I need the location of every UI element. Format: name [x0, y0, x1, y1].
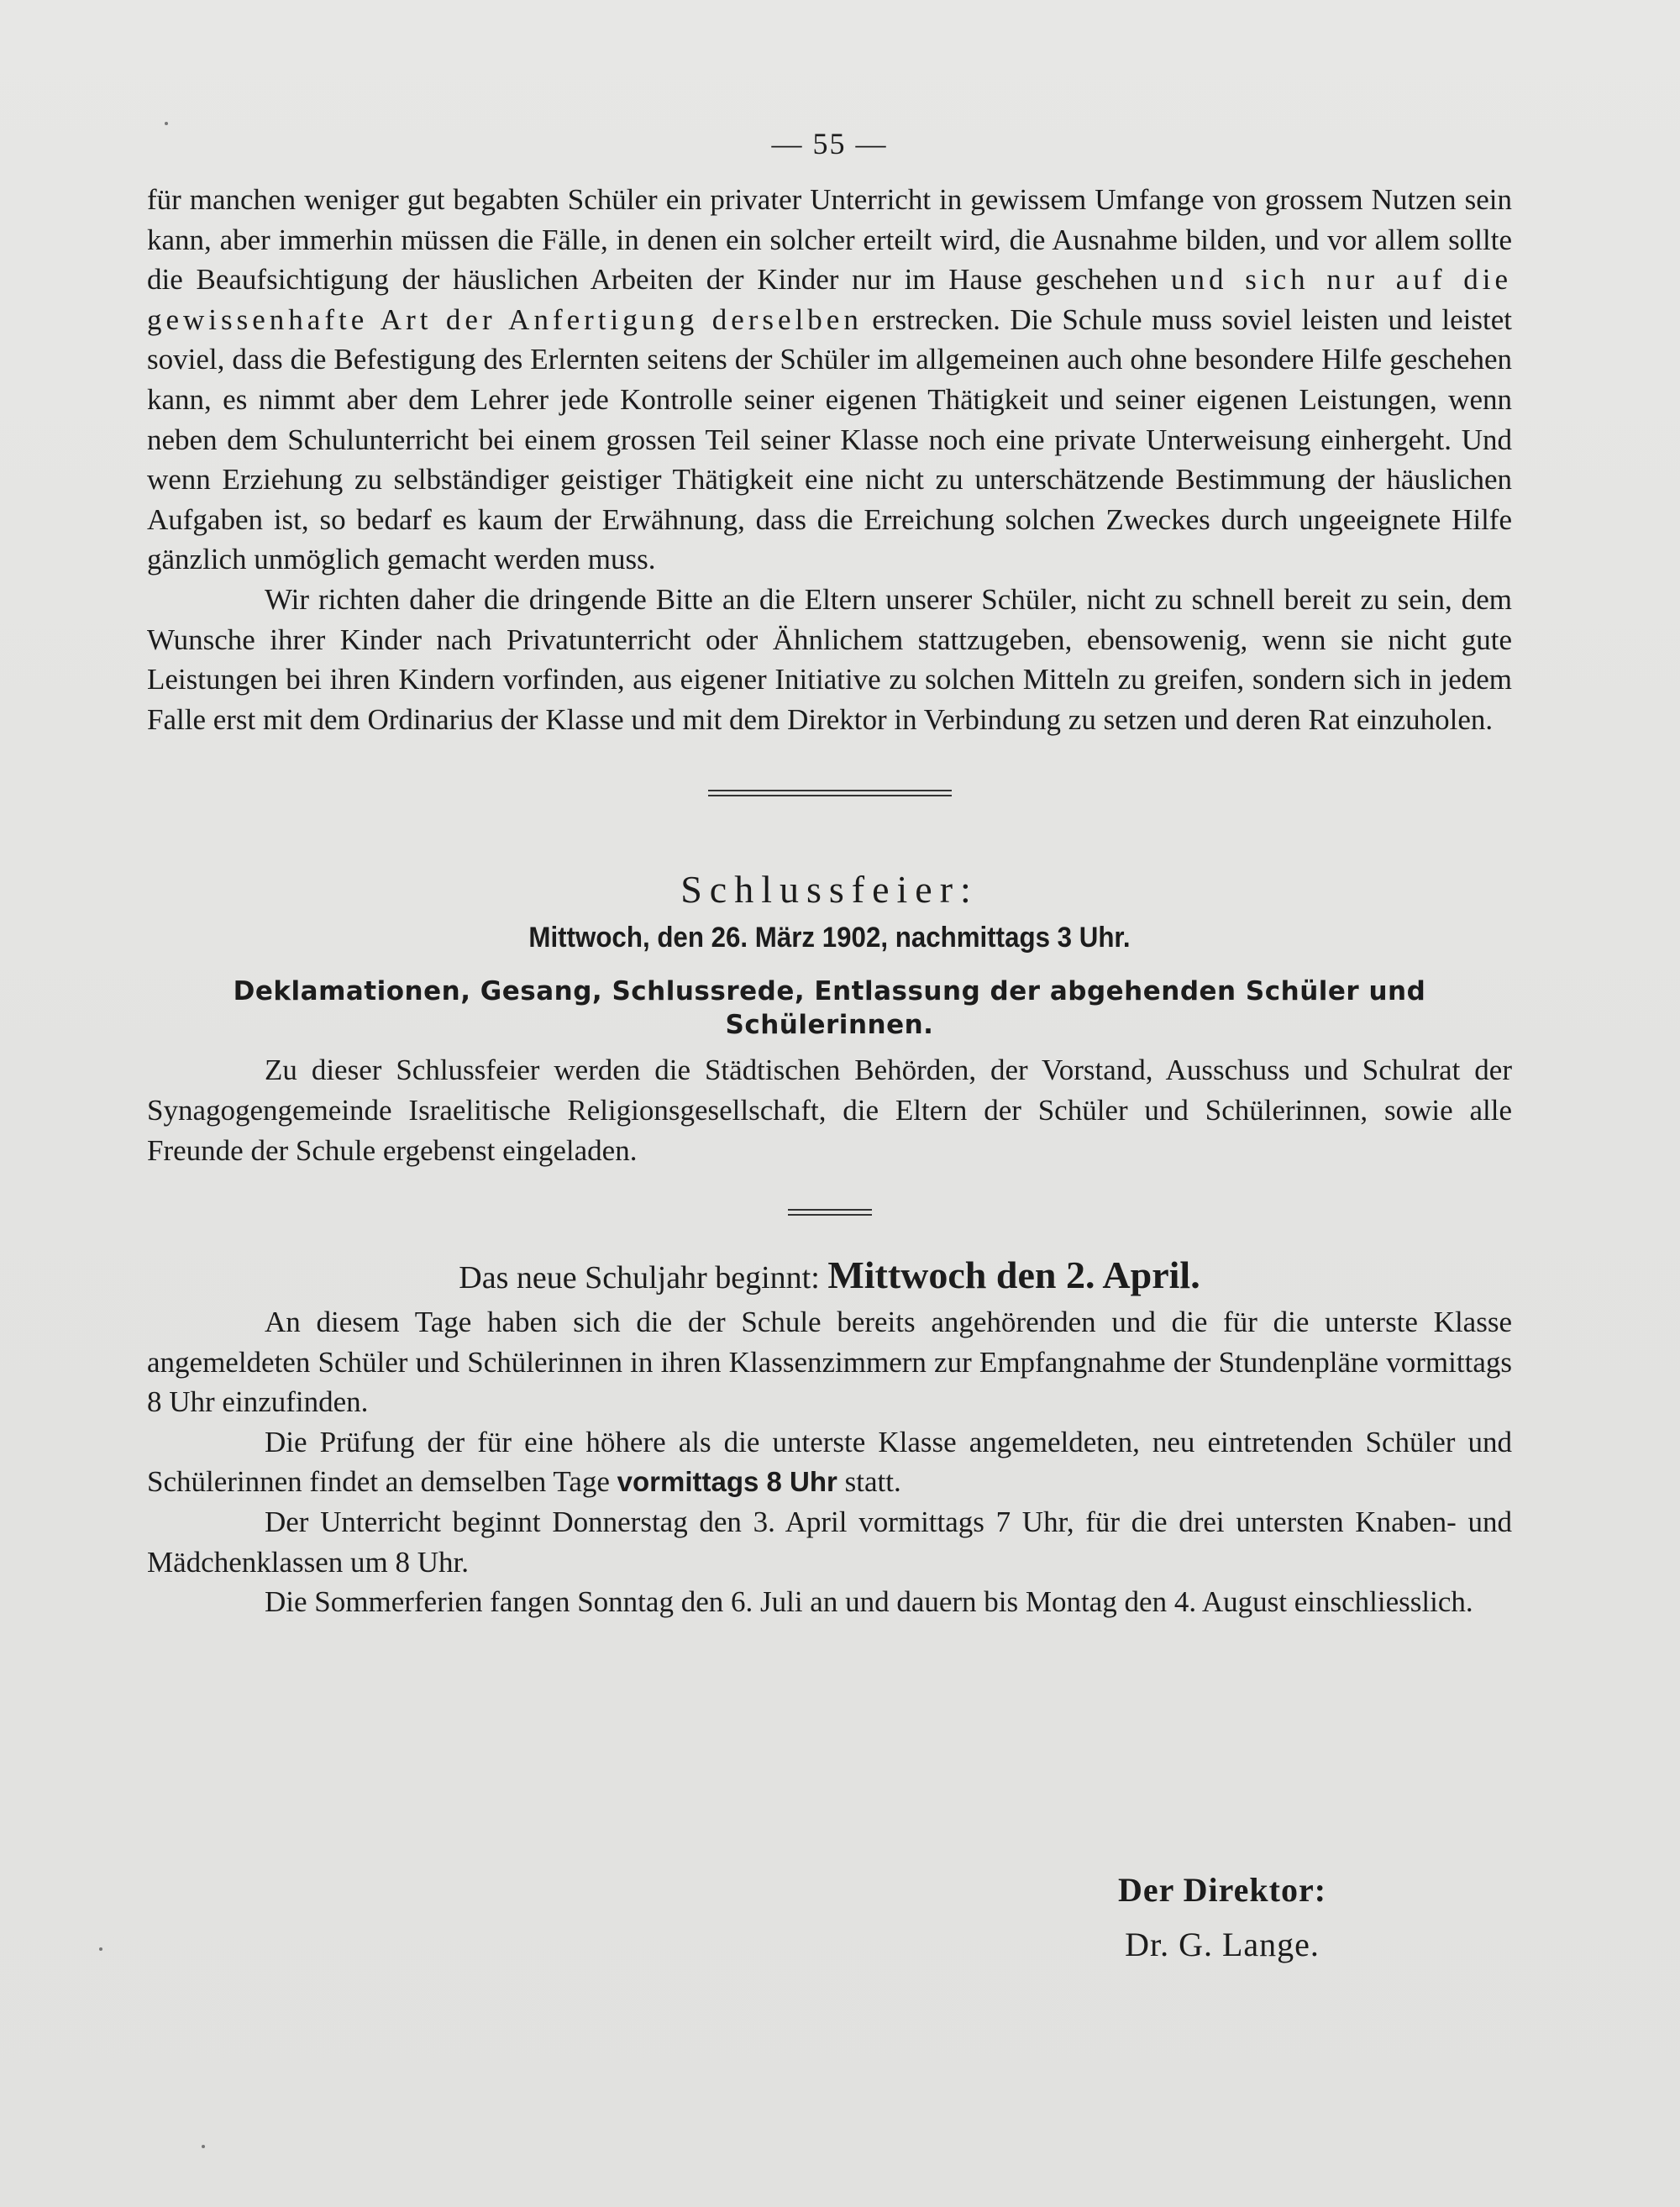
intro-paragraph-2: Wir richten daher die dringende Bitte an die Eltern unserer Schüler, nicht zu schnell bereit zu sein, dem Wunsche ihrer Kinder nach Privatunterricht oder Ähnlichem stattzugeben, ebensowenig, wenn sie nicht gute Leistungen bei ihren Kindern vorfinden, aus eigener Initiative zu solchen Mitteln zu greifen, sondern sich in jedem Falle erst mit dem Ordinarius der Klasse und mit dem Direktor in Verbindung zu setzen und deren Rat einzuholen. [147, 582, 1512, 736]
section-divider-1 [708, 790, 952, 796]
signature-name: Dr. G. Lange. [1125, 1926, 1320, 1963]
new-year-paragraph-2-end: statt. [837, 1465, 901, 1499]
new-year-paragraph-2-bold: vormittags 8 Uhr [617, 1466, 837, 1498]
closing-ceremony-program: Deklamationen, Gesang, Schlussrede, Entlassung der abgehenden Schüler und Schülerinnen. [233, 976, 1426, 1041]
paper-speck [99, 1947, 102, 1951]
new-year-lead: Das neue Schuljahr beginnt: [459, 1260, 828, 1296]
intro-paragraph-1-spaced-text: und sich nur auf die gewissenhafte Art der Anfertigung derselben [147, 263, 1513, 336]
new-year-date: Mittwoch den 2. April. [827, 1253, 1200, 1297]
closing-ceremony-heading: Schlussfeier: [680, 868, 979, 912]
signature-block [1012, 1870, 1432, 1964]
new-year-paragraph-4: Die Sommerferien fangen Sonntag den 6. Juli an und dauern bis Montag den 4. August einschliesslich. [265, 1585, 1473, 1619]
new-year-paragraph-3: Der Unterricht beginnt Donnerstag den 3. April vormittags 7 Uhr, für die drei untersten Knaben- und Mädchenklassen um 8 Uhr. [147, 1505, 1512, 1579]
intro-paragraph-1-end: erstrecken. Die Schule muss soviel leisten und leistet soviel, dass die Befestigung des Erlernten seitens der Schüler im allgemeinen auch ohne besondere Hilfe geschehen kann, es nimmt aber dem Lehrer jede Kontrolle seiner eigenen Thätigkeit und seiner eigenen Leistungen, wenn neben dem Schulunterricht bei einem grossen Teil seiner Klasse noch eine private Unterweisung einhergeht. Und wenn Erziehung zu selbständiger geistiger Thätigkeit eine nicht zu unterschätzende Bestimmung der häuslichen Aufgaben ist, so bedarf es kaum der Erwähnung, dass die Erreichung solchen Zweckes durch ungeeignete Hilfe gänzlich unmöglich gemacht werden muss. [147, 302, 1512, 576]
closing-ceremony-date: Mittwoch, den 26. März 1902, nachmittags 3 Uhr. [528, 922, 1131, 954]
page-content [147, 126, 1512, 1622]
new-year-paragraph-1: An diesem Tage haben sich die der Schule bereits angehörenden und die für die unterste Klasse angemeldeten Schüler und Schülerinnen in ihren Klassenzimmern zur Empfangnahme der Stundenpläne vormittags 8 Uhr einzufinden. [147, 1306, 1512, 1419]
page-number: — 55 — [771, 127, 888, 160]
intro-paragraph-1-text: für manchen weniger gut begabten Schüler ein privater Unterricht in gewissem Umfange von grossem Nutzen sein kann, aber immerhin müssen die Fälle, in denen ein solcher erteilt wird, die Ausnahme bilden, und vor allem sollte die Beaufsichtigung der häuslichen Arbeiten der Kinder nur im Hause geschehen [147, 183, 1512, 297]
paper-speck [165, 122, 168, 125]
new-year-paragraph-2 [147, 1422, 1512, 1502]
new-year-paragraph-2-start: Die Prüfung der für eine höhere als die unterste Klasse angemeldeten, neu eintretenden Schüler und Schülerinnen findet an demselben Tage [147, 1425, 1512, 1499]
signature-title: Der Direktor: [1117, 1871, 1327, 1909]
new-year-line [147, 1253, 1512, 1297]
section-divider-2 [788, 1209, 872, 1216]
closing-ceremony-invitation: Zu dieser Schlussfeier werden die Städtischen Behörden, der Vorstand, Ausschuss und Schulrat der Synagogengemeinde Israelitische Religionsgesellschaft, die Eltern der Schüler und Schülerinnen, sowie alle Freunde der Schule ergebenst eingeladen. [147, 1054, 1512, 1167]
intro-paragraph-1 [147, 180, 1512, 580]
paper-speck [202, 2145, 205, 2148]
